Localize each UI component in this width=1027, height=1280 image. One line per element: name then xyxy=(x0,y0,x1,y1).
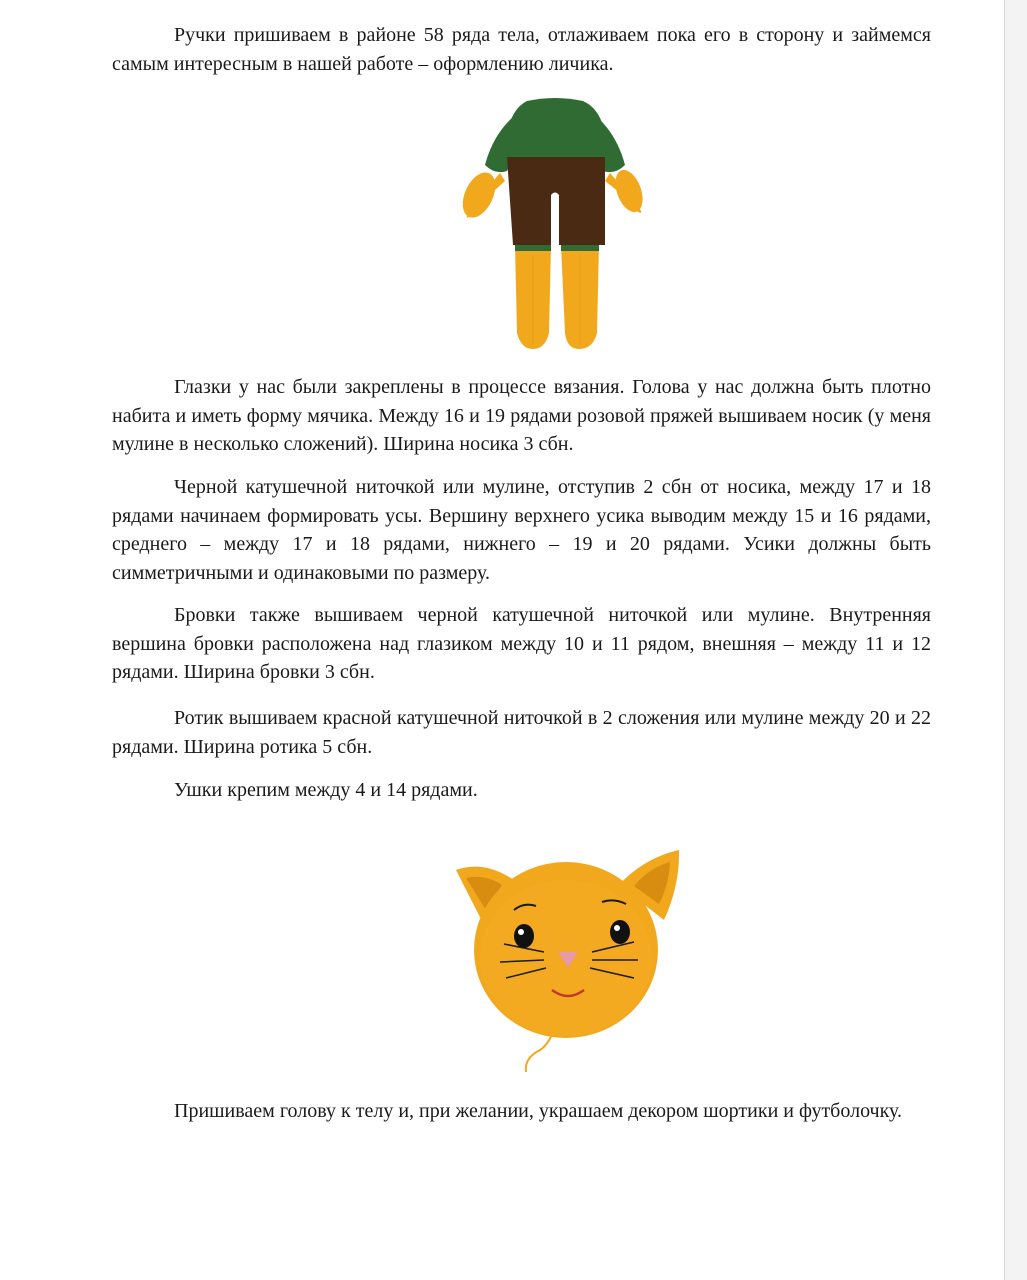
paragraph-brows: Бровки также вышиваем черной катушечной ниточкой или мулине. Внутренняя вершина бровки расположена над глазиком между 10 и 11 рядом, внешняя – между 11 и 12 рядами. Ширина бровки 3 сбн. xyxy=(112,604,931,683)
paragraph-mouth: Ротик вышиваем красной катушечной ниточкой в 2 сложения или мулине между 20 и 22 рядами. Ширина ротика 5 сбн. xyxy=(112,707,931,758)
paragraph-whiskers: Черной катушечной ниточкой или мулине, отступив 2 сбн от носика, между 17 и 18 рядами начинаем формировать усы. Вершину верхнего усика выводим между 15 и 16 рядами, среднего – между 17 и 18 рядами, нижнего – 19 и 20 рядами. Усики должны быть симметричными и одинаковыми по размеру. xyxy=(112,476,931,584)
paragraph-attach-head: Пришиваем голову к телу и, при желании, украшаем декором шортики и футболочку. xyxy=(174,1100,903,1122)
cat-head-image xyxy=(444,840,689,1080)
paragraph-ears: Ушки крепим между 4 и 14 рядами. xyxy=(174,779,478,801)
paragraph-eyes-nose: Глазки у нас были закреплены в процессе вязания. Голова у нас должна быть плотно набита и иметь форму мячика. Между 16 и 19 рядами розовой пряжей вышиваем носик (у меня мулине в несколько сложений). Ширина носика 3 сбн. xyxy=(112,376,931,455)
page-edge xyxy=(1004,0,1027,1280)
body-image xyxy=(455,95,655,357)
paragraph-arms: Ручки пришиваем в районе 58 ряда тела, отлаживаем пока его в сторону и займемся самым интересным в нашей работе – оформлению личика. xyxy=(112,24,931,75)
